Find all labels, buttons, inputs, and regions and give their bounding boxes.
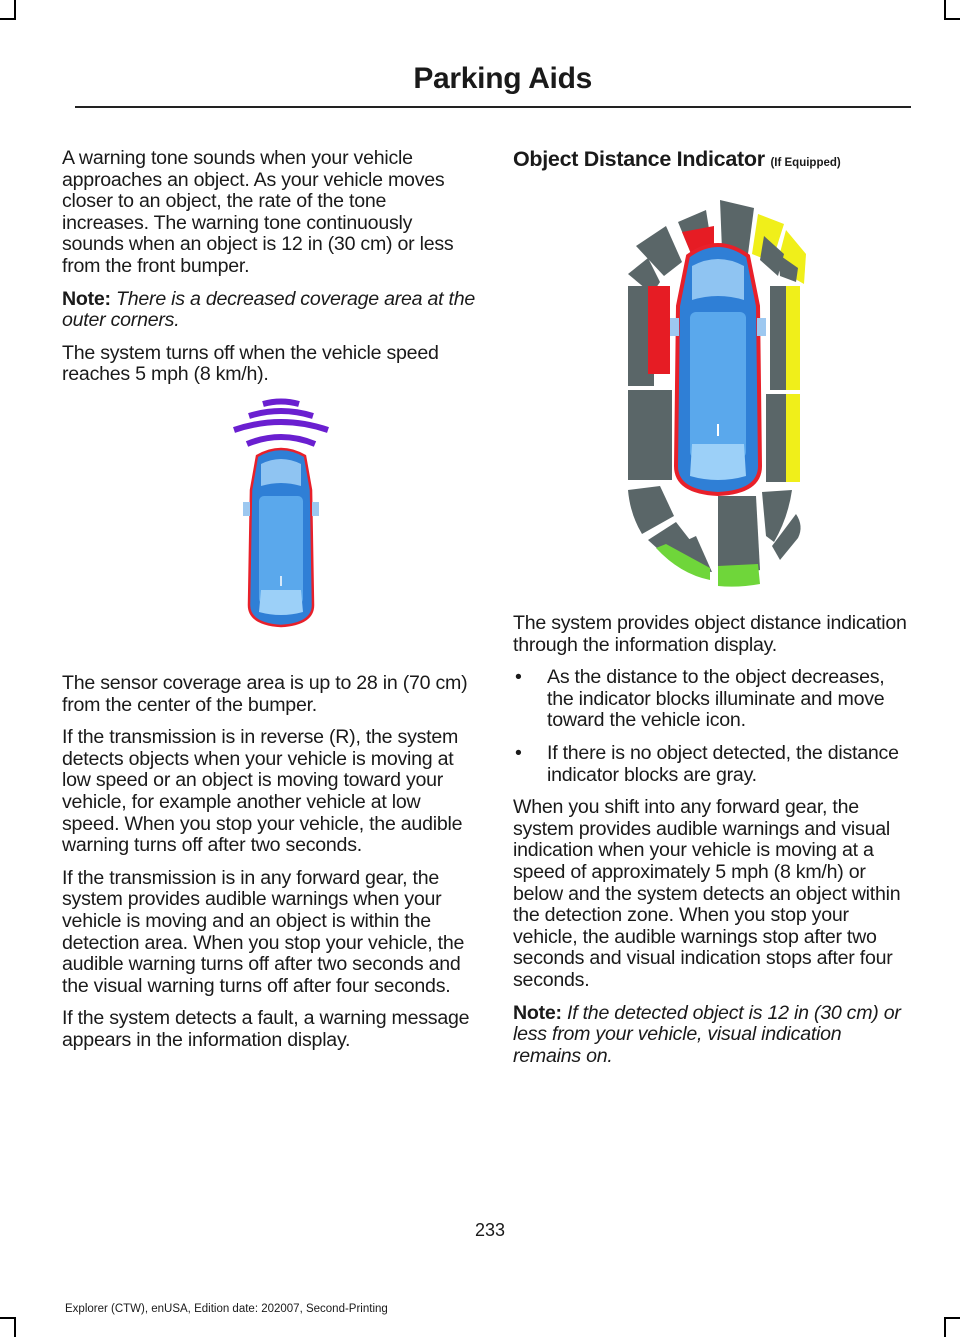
indicator-block-yellow xyxy=(786,394,800,482)
left-column-top xyxy=(62,148,477,397)
front-sensor-figure xyxy=(225,390,337,635)
bullet-list xyxy=(513,667,913,786)
indicator-block-yellow xyxy=(786,286,800,390)
list-item xyxy=(513,667,913,732)
bullet-symbol: • xyxy=(515,666,522,689)
crop-mark xyxy=(944,1317,946,1337)
paragraph: The system turns off when the vehicle speed reaches 5 mph (8 km/h). xyxy=(62,341,439,386)
crop-mark xyxy=(14,1317,16,1337)
header-divider xyxy=(75,106,911,108)
heading-qualifier: (If Equipped) xyxy=(770,157,841,169)
crop-mark xyxy=(0,18,16,20)
note-label: Note: xyxy=(62,287,111,310)
list-item-text: If there is no object detected, the distance indicator blocks are gray. xyxy=(547,741,899,786)
crop-mark xyxy=(944,0,946,20)
crop-mark xyxy=(944,1317,960,1319)
crop-mark xyxy=(0,1317,16,1319)
paragraph: The system provides object distance indication through the information display. xyxy=(513,612,907,656)
note xyxy=(62,289,477,332)
list-item xyxy=(513,743,913,786)
indicator-block xyxy=(628,390,672,480)
indicator-block-green xyxy=(718,564,760,587)
note-text: If the detected object is 12 in (30 cm) or less from your vehicle, visual indication remains on. xyxy=(513,1001,901,1067)
vehicle-icon xyxy=(670,245,766,494)
paragraph: If the transmission is in any forward gear, the system provides audible warnings when your vehicle is moving and an object is within the detection area. When you stop your vehicle, the audible warning turns off after two seconds and the visual warning turns off after four seconds. xyxy=(62,866,465,997)
edition-info: Explorer (CTW), enUSA, Edition date: 202007, Second-Printing xyxy=(65,1303,388,1315)
crop-mark xyxy=(944,18,960,20)
paragraph: When you shift into any forward gear, the system provides audible warnings and visual indication when your vehicle is moving at a speed of approximately 5 mph (8 km/h) or below and the system detects an object within the detection zone. When you stop your vehicle, the audible warnings stop after two seconds and visual indication stops after four seconds. xyxy=(513,796,901,991)
sensor-wave-icon xyxy=(234,402,328,445)
indicator-block xyxy=(718,496,760,575)
page-number: 233 xyxy=(474,1220,506,1240)
right-column-body xyxy=(513,613,913,1078)
note-text: There is a decreased coverage area at the outer corners. xyxy=(62,287,476,332)
object-distance-indicator-figure xyxy=(620,196,814,590)
vehicle-icon xyxy=(243,449,319,626)
crop-mark xyxy=(14,0,16,20)
note xyxy=(513,1003,913,1068)
indicator-block xyxy=(628,486,674,534)
paragraph: A warning tone sounds when your vehicle approaches an object. As your vehicle moves closer to an object, the rate of the tone increases. The warning tone continuously sounds when an object is 12 in (30 cm) or less from the front bumper. xyxy=(62,147,454,277)
note-label: Note: xyxy=(513,1001,562,1024)
bullet-symbol: • xyxy=(515,741,522,764)
heading-text: Object Distance Indicator xyxy=(513,147,765,171)
page-title: Parking Aids xyxy=(413,62,592,95)
section-heading xyxy=(513,147,923,172)
paragraph: The sensor coverage area is up to 28 in (70 cm) from the center of the bumper. xyxy=(62,672,468,716)
left-column-bottom xyxy=(62,673,477,1063)
paragraph: If the transmission is in reverse (R), the system detects objects when your vehicle is moving at low speed or an object is moving toward your vehicle, for example another vehicle at low speed. When you stop your vehicle, the audible warning turns off after two seconds. xyxy=(62,726,463,857)
paragraph: If the system detects a fault, a warning message appears in the information display. xyxy=(62,1007,470,1051)
indicator-block-red xyxy=(648,286,670,374)
list-item-text: As the distance to the object decreases, the indicator blocks illuminate and move toward the vehicle icon. xyxy=(547,666,885,732)
